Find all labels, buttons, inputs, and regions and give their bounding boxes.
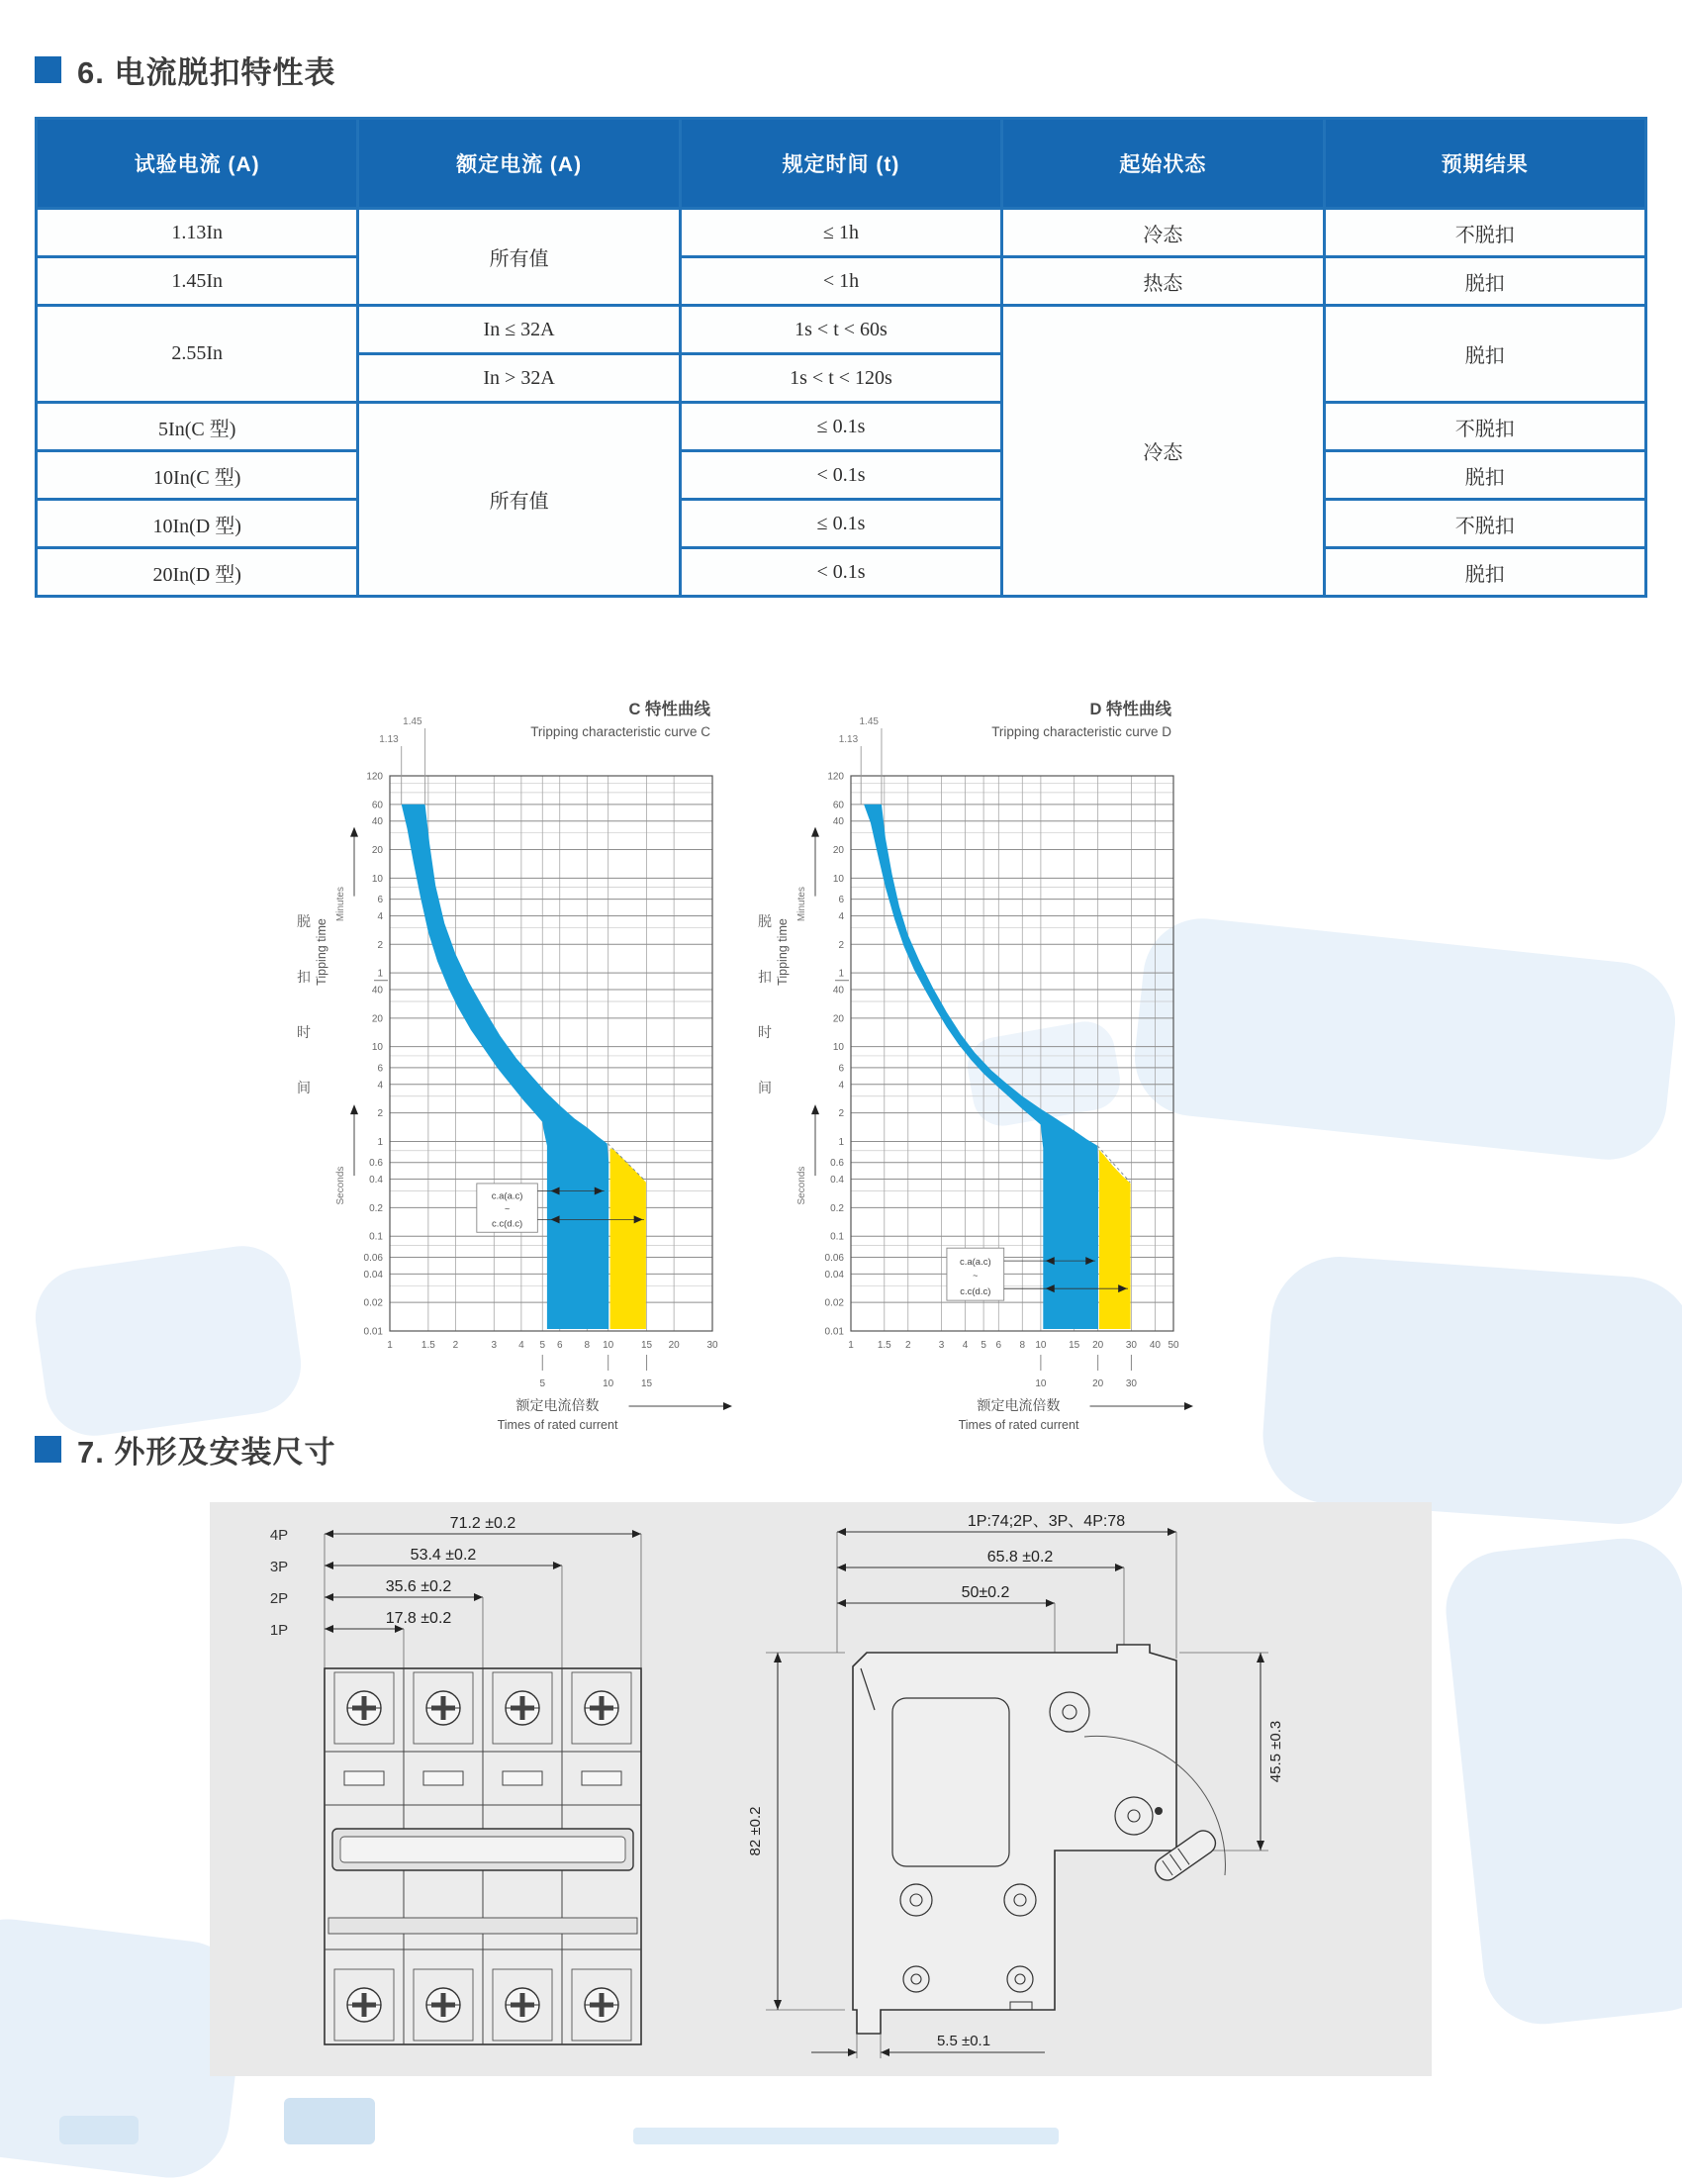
side-view-drawing	[708, 1502, 1411, 2086]
svg-text:间: 间	[297, 1080, 311, 1095]
cell-test-current: 2.55In	[37, 306, 358, 403]
svg-text:c.c(d.c): c.c(d.c)	[960, 1285, 991, 1297]
svg-text:1: 1	[387, 1340, 393, 1351]
svg-text:Times of rated current: Times of rated current	[497, 1418, 618, 1432]
curve-c-svg	[289, 681, 736, 1448]
svg-text:30: 30	[706, 1340, 718, 1351]
svg-text:15: 15	[641, 1340, 653, 1351]
svg-text:0.4: 0.4	[369, 1175, 383, 1187]
svg-text:35.6 ±0.2: 35.6 ±0.2	[385, 1578, 452, 1595]
svg-text:时: 时	[297, 1024, 311, 1040]
svg-text:0.06: 0.06	[363, 1252, 383, 1264]
table-header-row	[37, 119, 1646, 209]
svg-text:0.6: 0.6	[830, 1158, 844, 1170]
cell-rated-current: In ≤ 32A	[358, 306, 680, 354]
cell-time: < 1h	[680, 257, 1001, 306]
svg-text:1: 1	[838, 1136, 844, 1148]
svg-text:扣: 扣	[297, 969, 311, 985]
cell-time: < 0.1s	[680, 548, 1001, 597]
svg-text:4: 4	[838, 910, 844, 922]
svg-text:20: 20	[1092, 1340, 1104, 1351]
svg-text:6: 6	[377, 1063, 383, 1075]
svg-text:0.1: 0.1	[830, 1231, 844, 1243]
svg-text:120: 120	[827, 771, 844, 783]
svg-text:60: 60	[832, 800, 844, 811]
svg-text:1P:74;2P、3P、4P:78: 1P:74;2P、3P、4P:78	[967, 1513, 1126, 1530]
cell-result: 脱扣	[1324, 257, 1645, 306]
cell-time: < 0.1s	[680, 451, 1001, 500]
curve-d-svg	[750, 681, 1197, 1448]
svg-text:20: 20	[668, 1340, 680, 1351]
svg-text:2: 2	[377, 939, 383, 951]
svg-text:1.5: 1.5	[877, 1340, 891, 1351]
svg-text:82 ±0.2: 82 ±0.2	[747, 1806, 764, 1856]
svg-text:时: 时	[758, 1024, 772, 1040]
tripping-curves	[289, 681, 1197, 1453]
th-test-current: 试验电流 (A)	[37, 119, 358, 209]
svg-text:71.2 ±0.2: 71.2 ±0.2	[449, 1515, 516, 1532]
cell-test-current: 20In(D 型)	[37, 548, 358, 597]
svg-text:10: 10	[1035, 1378, 1047, 1389]
svg-text:120: 120	[366, 771, 383, 783]
cell-time: ≤ 1h	[680, 209, 1001, 257]
svg-text:60: 60	[371, 800, 383, 811]
svg-text:额定电流倍数: 额定电流倍数	[977, 1397, 1061, 1413]
svg-text:53.4 ±0.2: 53.4 ±0.2	[410, 1547, 477, 1564]
table-row	[37, 209, 1646, 257]
cell-rated-current: 所有值	[358, 209, 680, 306]
map-watermark-shape	[284, 2098, 375, 2144]
svg-text:0.06: 0.06	[824, 1252, 844, 1264]
svg-text:0.04: 0.04	[363, 1269, 383, 1281]
cell-time: ≤ 0.1s	[680, 500, 1001, 548]
svg-text:1.45: 1.45	[859, 716, 879, 727]
svg-text:5: 5	[539, 1340, 546, 1351]
svg-text:20: 20	[371, 845, 383, 857]
trip-characteristics-table	[35, 117, 1647, 598]
table-row	[37, 257, 1646, 306]
svg-text:脱: 脱	[297, 913, 311, 929]
table-row	[37, 306, 1646, 354]
curve-d-chart	[750, 681, 1197, 1453]
svg-text:20: 20	[832, 845, 844, 857]
svg-text:Tipping time: Tipping time	[776, 918, 790, 986]
svg-text:3P: 3P	[269, 1559, 289, 1575]
cell-result: 脱扣	[1324, 548, 1645, 597]
cell-result: 脱扣	[1324, 306, 1645, 403]
svg-text:20: 20	[1092, 1378, 1104, 1389]
cell-result: 脱扣	[1324, 451, 1645, 500]
svg-text:40: 40	[371, 816, 383, 828]
svg-text:Tripping characteristic curve: Tripping characteristic curve C	[530, 724, 710, 739]
svg-text:0.02: 0.02	[363, 1297, 383, 1309]
svg-text:额定电流倍数: 额定电流倍数	[515, 1397, 600, 1413]
cell-time: ≤ 0.1s	[680, 403, 1001, 451]
svg-text:1: 1	[377, 968, 383, 980]
svg-text:10: 10	[832, 1042, 844, 1054]
svg-text:17.8 ±0.2: 17.8 ±0.2	[385, 1610, 452, 1627]
svg-text:0.04: 0.04	[824, 1269, 844, 1281]
cell-result: 不脱扣	[1324, 209, 1645, 257]
svg-text:40: 40	[832, 985, 844, 997]
map-watermark-shape	[1259, 1252, 1682, 1528]
blue-square-bullet-icon	[35, 56, 61, 83]
svg-text:Seconds: Seconds	[335, 1166, 346, 1205]
svg-text:50: 50	[1168, 1340, 1179, 1351]
table-row	[37, 500, 1646, 548]
svg-text:4: 4	[962, 1340, 969, 1351]
svg-text:4: 4	[377, 910, 383, 922]
map-watermark-shape	[29, 1240, 307, 1443]
svg-text:1: 1	[848, 1340, 854, 1351]
svg-text:0.2: 0.2	[369, 1202, 383, 1214]
front-view-svg	[237, 1502, 702, 2081]
cell-result: 不脱扣	[1324, 403, 1645, 451]
svg-text:8: 8	[584, 1340, 591, 1351]
svg-text:D 特性曲线: D 特性曲线	[1089, 701, 1171, 718]
svg-text:4: 4	[838, 1080, 844, 1092]
svg-text:6: 6	[838, 1063, 844, 1075]
svg-text:2: 2	[838, 1108, 844, 1120]
svg-text:1P: 1P	[269, 1622, 289, 1639]
blue-square-bullet-icon	[35, 1436, 61, 1463]
svg-text:c.c(d.c): c.c(d.c)	[492, 1218, 523, 1230]
svg-text:Tipping time: Tipping time	[315, 918, 328, 986]
svg-text:20: 20	[371, 1013, 383, 1025]
svg-text:~: ~	[973, 1270, 979, 1281]
cell-time: 1s < t < 60s	[680, 306, 1001, 354]
table-row	[37, 403, 1646, 451]
map-watermark-shape	[1441, 1533, 1682, 2030]
svg-text:5: 5	[539, 1378, 546, 1389]
svg-text:2: 2	[452, 1340, 459, 1351]
svg-text:10: 10	[371, 1042, 383, 1054]
front-view-drawing	[237, 1502, 702, 2086]
svg-text:5: 5	[981, 1340, 986, 1351]
th-initial-state: 起始状态	[1002, 119, 1324, 209]
svg-text:30: 30	[1125, 1340, 1137, 1351]
svg-text:2: 2	[838, 939, 844, 951]
svg-text:15: 15	[641, 1378, 653, 1389]
svg-text:脱: 脱	[758, 913, 772, 929]
svg-text:2: 2	[904, 1340, 911, 1351]
svg-text:15: 15	[1069, 1340, 1080, 1351]
curve-c-chart	[289, 681, 736, 1453]
svg-text:30: 30	[1125, 1378, 1137, 1389]
section-7-title	[35, 1427, 335, 1472]
cell-test-current: 10In(C 型)	[37, 451, 358, 500]
th-specified-time: 规定时间 (t)	[680, 119, 1001, 209]
cell-result: 不脱扣	[1324, 500, 1645, 548]
svg-text:Tripping characteristic curve: Tripping characteristic curve D	[991, 724, 1171, 739]
trip-table-wrapper	[35, 117, 1647, 598]
svg-text:10: 10	[371, 873, 383, 885]
svg-text:0.2: 0.2	[830, 1202, 844, 1214]
svg-text:4P: 4P	[269, 1527, 289, 1544]
svg-text:0.6: 0.6	[369, 1158, 383, 1170]
svg-text:Minutes: Minutes	[335, 887, 346, 922]
section-7-title-text: 7. 外形及安装尺寸	[77, 1435, 336, 1470]
svg-text:1.5: 1.5	[420, 1340, 435, 1351]
svg-text:3: 3	[938, 1340, 945, 1351]
cell-test-current: 10In(D 型)	[37, 500, 358, 548]
svg-text:~: ~	[504, 1203, 511, 1214]
svg-text:10: 10	[603, 1340, 614, 1351]
svg-text:4: 4	[377, 1080, 383, 1092]
cell-test-current: 1.13In	[37, 209, 358, 257]
svg-text:0.01: 0.01	[363, 1326, 383, 1338]
svg-text:50±0.2: 50±0.2	[961, 1584, 1010, 1601]
svg-text:65.8 ±0.2: 65.8 ±0.2	[986, 1549, 1054, 1566]
svg-text:4: 4	[518, 1340, 524, 1351]
cell-state: 冷态	[1002, 306, 1324, 597]
svg-text:8: 8	[1019, 1340, 1026, 1351]
svg-text:10: 10	[603, 1378, 614, 1389]
cell-rated-current: 所有值	[358, 403, 680, 597]
svg-text:10: 10	[1035, 1340, 1047, 1351]
svg-text:6: 6	[838, 895, 844, 906]
svg-text:40: 40	[1149, 1340, 1161, 1351]
svg-text:c.a(a.c): c.a(a.c)	[491, 1190, 523, 1202]
cell-test-current: 5In(C 型)	[37, 403, 358, 451]
svg-text:1.13: 1.13	[838, 734, 859, 745]
svg-text:0.02: 0.02	[824, 1297, 844, 1309]
svg-text:40: 40	[371, 985, 383, 997]
section-6-title-text: 6. 电流脱扣特性表	[77, 55, 336, 90]
map-watermark-shape	[1129, 912, 1681, 1165]
th-expected-result: 预期结果	[1324, 119, 1645, 209]
svg-text:1.13: 1.13	[379, 734, 399, 745]
svg-text:45.5 ±0.3: 45.5 ±0.3	[1267, 1720, 1284, 1783]
svg-text:6: 6	[377, 895, 383, 906]
section-6-title	[35, 47, 335, 92]
th-rated-current: 额定电流 (A)	[358, 119, 680, 209]
cell-test-current: 1.45In	[37, 257, 358, 306]
svg-text:10: 10	[832, 873, 844, 885]
svg-text:2: 2	[377, 1108, 383, 1120]
svg-text:Times of rated current: Times of rated current	[958, 1418, 1079, 1432]
svg-text:0.01: 0.01	[824, 1326, 844, 1338]
cell-state: 冷态	[1002, 209, 1324, 257]
svg-text:1.45: 1.45	[403, 716, 422, 727]
svg-text:Minutes: Minutes	[796, 887, 807, 922]
svg-text:6: 6	[556, 1340, 563, 1351]
svg-text:0.1: 0.1	[369, 1231, 383, 1243]
cell-state: 热态	[1002, 257, 1324, 306]
svg-text:6: 6	[995, 1340, 1002, 1351]
svg-text:40: 40	[832, 816, 844, 828]
map-watermark-shape	[633, 2128, 1059, 2144]
table-row	[37, 548, 1646, 597]
svg-text:1: 1	[838, 968, 844, 980]
svg-text:c.a(a.c): c.a(a.c)	[959, 1257, 991, 1269]
svg-text:0.4: 0.4	[830, 1175, 844, 1187]
svg-text:间: 间	[758, 1080, 772, 1095]
side-view-svg	[708, 1502, 1411, 2081]
map-watermark-shape	[59, 2116, 139, 2144]
svg-text:5.5 ±0.1: 5.5 ±0.1	[936, 2033, 991, 2049]
table-row	[37, 451, 1646, 500]
svg-text:2P: 2P	[269, 1590, 289, 1607]
svg-text:1: 1	[377, 1136, 383, 1148]
svg-text:C 特性曲线: C 特性曲线	[628, 701, 710, 718]
svg-text:Seconds: Seconds	[796, 1166, 807, 1205]
cell-time: 1s < t < 120s	[680, 354, 1001, 403]
svg-text:扣: 扣	[758, 969, 772, 985]
dimensions-panel	[210, 1502, 1432, 2076]
svg-text:20: 20	[832, 1013, 844, 1025]
cell-rated-current: In > 32A	[358, 354, 680, 403]
svg-text:3: 3	[491, 1340, 498, 1351]
